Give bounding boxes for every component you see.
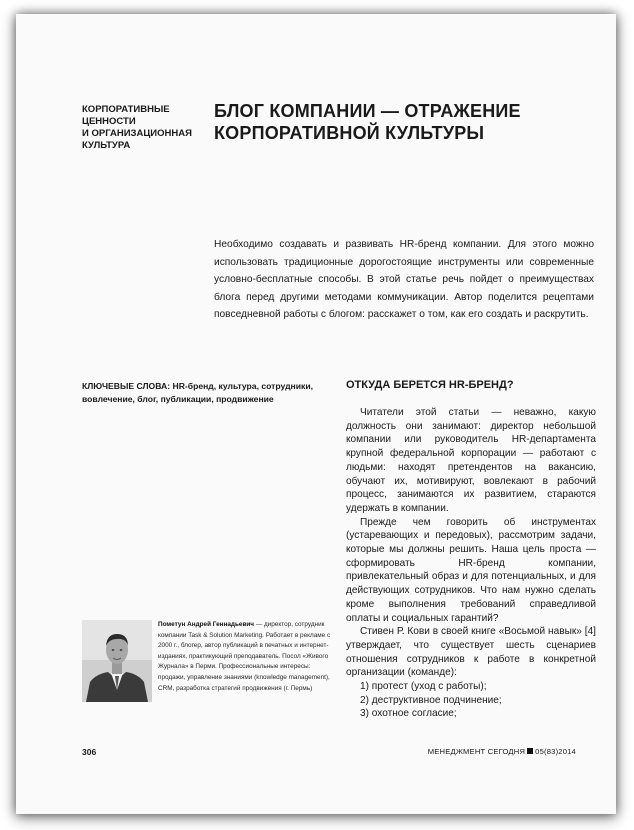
keywords-text: HR-бренд, культура, сотрудники, вовлечение, блог, публикации, продвижение — [82, 381, 313, 404]
journal-name: МЕНЕДЖМЕНТ СЕГОДНЯ — [427, 747, 526, 756]
list-item: 3) охотное согласие; — [360, 708, 457, 720]
author-name: Пометун Андрей Геннадьевич — [158, 621, 255, 628]
list-item: 2) деструктивное подчинение; — [360, 694, 502, 706]
title-line: БЛОГ КОМПАНИИ — ОТРАЖЕНИЕ — [214, 101, 521, 121]
article-body — [346, 406, 596, 721]
keywords — [82, 380, 332, 405]
body-paragraph: Читатели этой статьи — неважно, какую должность они занимают: директор небольшой компании или руководитель HR-департамента крупной федеральной корпорации — работают с людьми: находят претендентов на вакансию, обучают их, мотивируют, вовлекают в рабочий процесс, занимаются их развитием, стараются удержать в компании. — [346, 407, 596, 514]
keywords-label: КЛЮЧЕВЫЕ СЛОВА: — [82, 381, 171, 391]
rubric-line: КУЛЬТУРА — [82, 140, 131, 151]
square-bullet-icon — [527, 748, 533, 754]
author-block — [82, 620, 334, 720]
rubric-line: И ОРГАНИЗАЦИОННАЯ — [82, 128, 192, 139]
magazine-page — [16, 14, 616, 814]
author-bio — [158, 620, 334, 694]
rubric — [82, 104, 202, 152]
lead-paragraph: Необходимо создавать и развивать HR-бренд компании. Для этого можно использовать традиционные дорогостоящие инструменты или современные условно-бесплатные способы. В этой статье речь пойдет о преимуществах блога перед другими методами коммуникации. Автор поделится рецептами повседневной работы с блогом: расскажет о том, как его создать и раскрутить. — [214, 239, 594, 320]
author-portrait-image — [82, 620, 152, 702]
page-number: 306 — [82, 747, 97, 757]
article-title — [214, 100, 594, 144]
rubric-line: КОРПОРАТИВНЫЕ — [82, 104, 170, 115]
list-item: 1) протест (уход с работы); — [360, 681, 487, 693]
journal-footer — [428, 747, 576, 756]
body-paragraph: Прежде чем говорить об инструментах (устаревающих и передовых), рассмотрим задачи, которые мы должны решить. Наша цель проста — сформировать HR-бренд компании, привлекательный образ и для потенциальных, и для действующих сотрудников. Что нам нужно сделать кроме выполнения требований справедливой оплаты и социальных гарантий? — [346, 516, 596, 624]
journal-issue: 05(83)2014 — [535, 747, 576, 756]
title-line: КОРПОРАТИВНОЙ КУЛЬТУРЫ — [214, 123, 485, 143]
author-description: — директор, сотрудник компании Task & Solution Marketing. Работает в рекламе с 2000 г., блогер, автор публикаций в печатных и интернет-изданиях, практикующий преподаватель. Посол «Живого Журнала» в Перми. Профессиональные интересы: продажи, управление знаниями (knowledge management), CRM, разработка стратегий продвижения (г. Пермь) — [158, 621, 331, 692]
body-paragraph: Стивен Р. Кови в своей книге «Восьмой навык» [4] утверждает, что существует шесть сценариев отношения сотрудников к работе в конкретной организации (команде): — [346, 626, 596, 679]
rubric-line: ЦЕННОСТИ — [82, 116, 136, 127]
author-photo — [82, 620, 152, 702]
section-heading: ОТКУДА БЕРЕТСЯ HR-БРЕНД? — [346, 379, 514, 391]
